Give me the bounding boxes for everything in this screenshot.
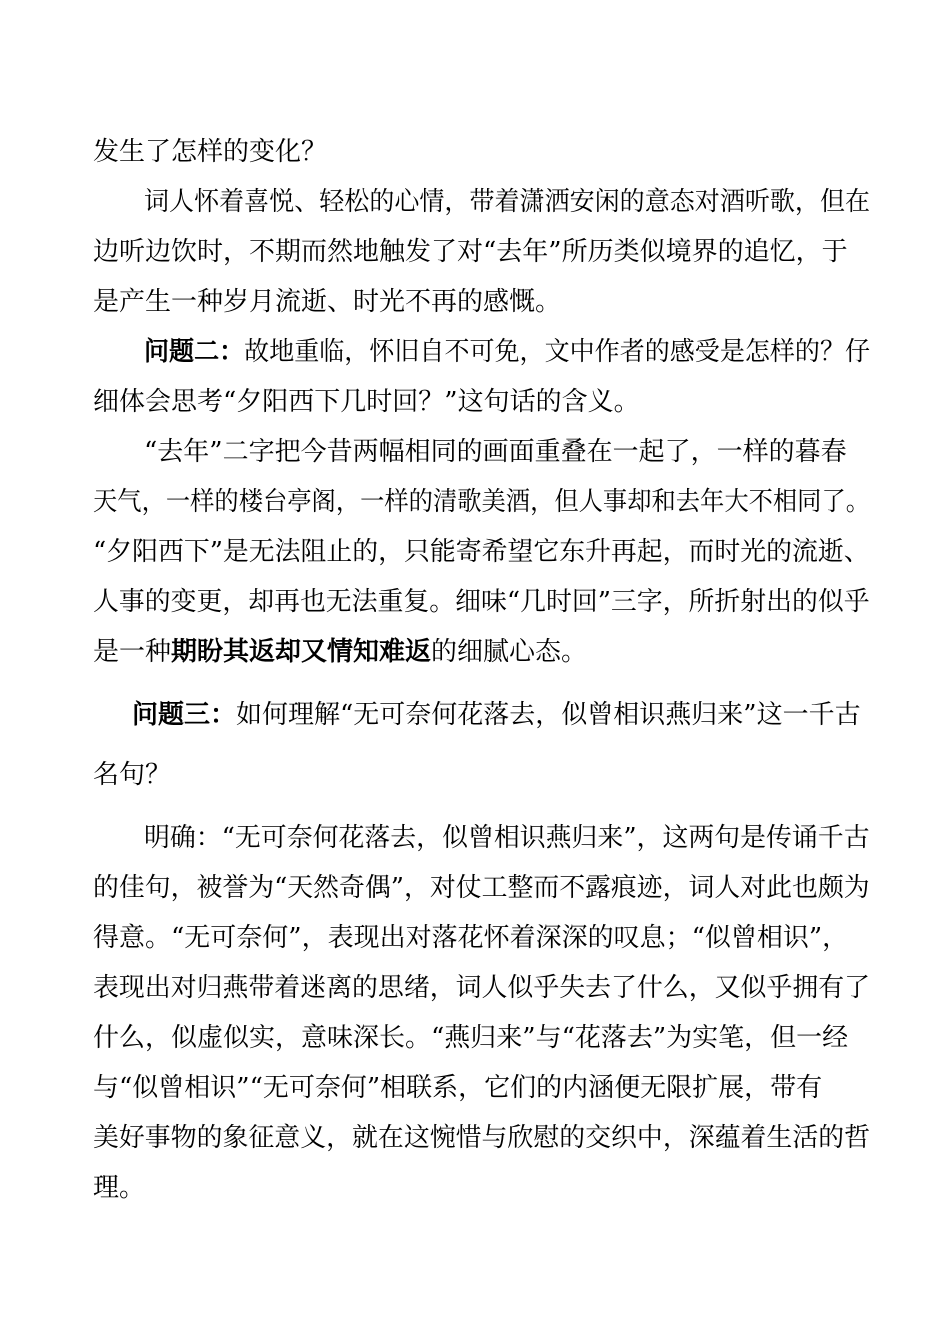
- text-line: 是产生一种岁月流逝、时光不再的感慨。: [93, 287, 562, 317]
- question-three-line: 问题三：如何理解“无可奈何花落去，似曾相识燕归来”这一千古: [132, 700, 861, 730]
- text-line: “去年”二字把今昔两幅相同的画面重叠在一起了，一样的暮春: [144, 437, 847, 467]
- text-line: 得意。“无可奈何”，表现出对落花怀着深深的叹息；“似曾相识”，: [93, 923, 849, 953]
- text-line: 明确：“无可奈何花落去，似曾相识燕归来”，这两句是传诵千古: [144, 823, 870, 853]
- question-two-line: 问题二：故地重临，怀旧自不可免，文中作者的感受是怎样的？仔: [144, 337, 871, 367]
- emphasis-text: 期盼其返却又情知难返: [171, 637, 432, 667]
- text-line: 美好事物的象征意义，就在这惋惜与欣慰的交织中，深蕴着生活的哲: [93, 1123, 871, 1153]
- text-line: 什么，似虚似实，意味深长。“燕归来”与“花落去”为实笔，但一经: [93, 1023, 849, 1053]
- text-line: 理。: [93, 1173, 146, 1203]
- question-label: 问题三：: [132, 700, 237, 730]
- text-line: 发生了怎样的变化？: [93, 137, 328, 167]
- text-line: 边听边饮时，不期而然地触发了对“去年”所历类似境界的追忆，于: [93, 237, 848, 267]
- text-line: 天气，一样的楼台亭阁，一样的清歌美酒，但人事却和去年大不相同了。: [93, 487, 871, 517]
- text-line: 细体会思考“夕阳西下几时回？”这句话的含义。: [93, 387, 640, 417]
- text-line: 是一种期盼其返却又情知难返的细腻心态。: [93, 637, 588, 667]
- text-line: 名句？: [93, 760, 172, 790]
- question-label: 问题二：: [144, 337, 245, 367]
- text-line: 的佳句，被誉为“天然奇偶”，对仗工整而不露痕迹，词人对此也颇为: [93, 873, 870, 903]
- text-line: 人事的变更，却再也无法重复。细味“几时回”三字，所折射出的似乎: [93, 587, 870, 617]
- text-line: 词人怀着喜悦、轻松的心情，带着潇洒安闲的意态对酒听歌，但在: [144, 187, 871, 217]
- text-line: 与“似曾相识”“无可奈何”相联系，它们的内涵便无限扩展，带有: [93, 1073, 823, 1103]
- text-line: “夕阳西下”是无法阻止的，只能寄希望它东升再起，而时光的流逝、: [93, 537, 870, 567]
- text-line: 表现出对归燕带着迷离的思绪，词人似乎失去了什么，又似乎拥有了: [93, 973, 871, 1003]
